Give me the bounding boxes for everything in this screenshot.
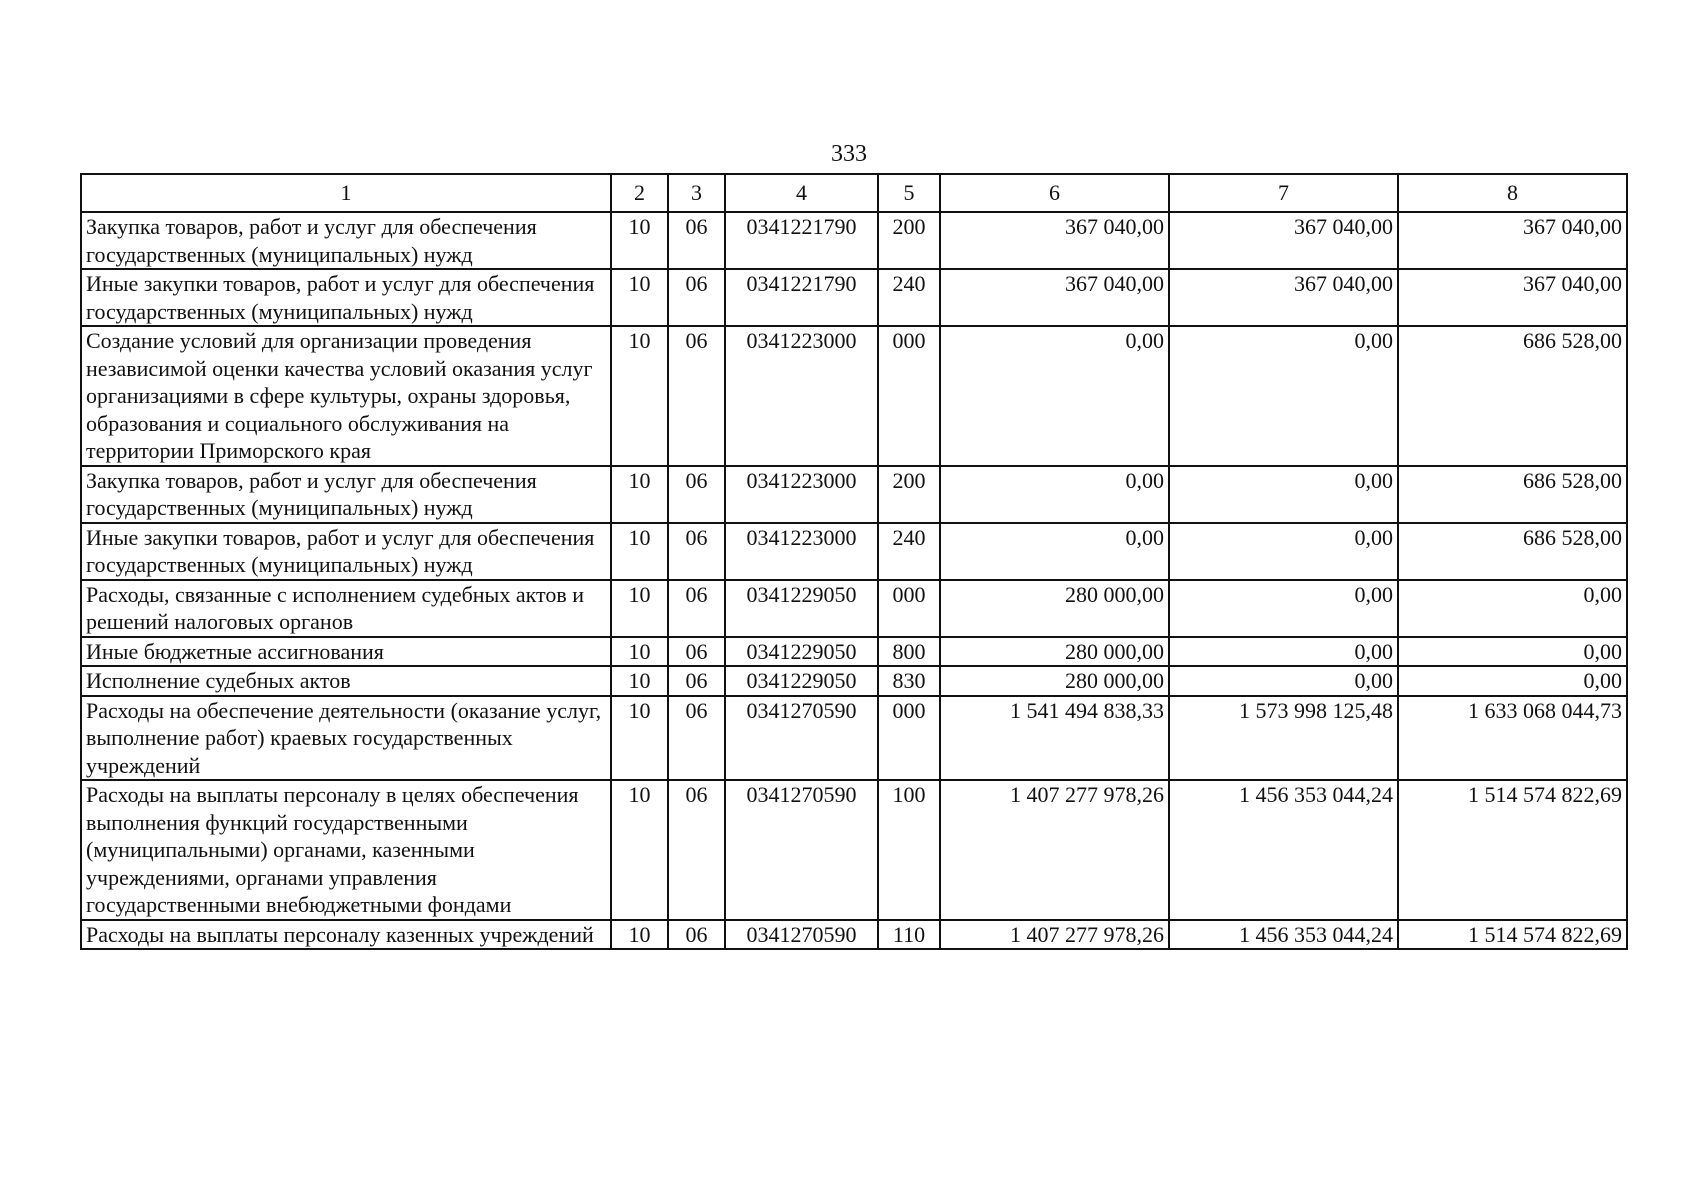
column-header: 6 — [940, 174, 1169, 212]
section-code: 10 — [611, 580, 668, 637]
amount-col-8: 686 528,00 — [1398, 326, 1627, 466]
amount-col-6: 280 000,00 — [940, 580, 1169, 637]
section-code: 10 — [611, 637, 668, 667]
table-row — [81, 637, 1627, 667]
row-title: Закупка товаров, работ и услуг для обеспечения государственных (муниципальных) нужд — [81, 212, 611, 269]
amount-col-8: 686 528,00 — [1398, 523, 1627, 580]
expense-type-code: 200 — [878, 212, 940, 269]
row-title: Расходы на выплаты персоналу в целях обеспечения выполнения функций государственными (муниципальными) органами, казенными учреждениями, органами управления государственными внебюджетными фондами — [81, 780, 611, 920]
amount-col-7: 0,00 — [1169, 580, 1398, 637]
subsection-code: 06 — [668, 212, 725, 269]
expense-type-code: 100 — [878, 780, 940, 920]
target-article-code: 0341229050 — [725, 580, 878, 637]
amount-col-8: 367 040,00 — [1398, 212, 1627, 269]
section-code: 10 — [611, 780, 668, 920]
row-title: Расходы на обеспечение деятельности (оказание услуг, выполнение работ) краевых государственных учреждений — [81, 696, 611, 781]
amount-col-7: 1 456 353 044,24 — [1169, 920, 1398, 950]
table-row — [81, 580, 1627, 637]
amount-col-8: 367 040,00 — [1398, 269, 1627, 326]
amount-col-6: 1 407 277 978,26 — [940, 920, 1169, 950]
expense-type-code: 830 — [878, 666, 940, 696]
target-article-code: 0341223000 — [725, 466, 878, 523]
column-header: 7 — [1169, 174, 1398, 212]
amount-col-6: 0,00 — [940, 466, 1169, 523]
table-row — [81, 666, 1627, 696]
expense-type-code: 110 — [878, 920, 940, 950]
header-row — [81, 174, 1627, 212]
amount-col-8: 1 514 574 822,69 — [1398, 920, 1627, 950]
table-row — [81, 212, 1627, 269]
row-title: Иные закупки товаров, работ и услуг для обеспечения государственных (муниципальных) нужд — [81, 269, 611, 326]
section-code: 10 — [611, 326, 668, 466]
section-code: 10 — [611, 920, 668, 950]
subsection-code: 06 — [668, 637, 725, 667]
budget-table — [80, 173, 1628, 950]
amount-col-8: 0,00 — [1398, 580, 1627, 637]
column-header: 2 — [611, 174, 668, 212]
target-article-code: 0341229050 — [725, 666, 878, 696]
target-article-code: 0341270590 — [725, 696, 878, 781]
target-article-code: 0341223000 — [725, 523, 878, 580]
expense-type-code: 240 — [878, 269, 940, 326]
row-title: Создание условий для организации проведения независимой оценки качества условий оказания услуг организациями в сфере культуры, охраны здоровья, образования и социального обслуживания на территории Приморского края — [81, 326, 611, 466]
amount-col-6: 0,00 — [940, 523, 1169, 580]
subsection-code: 06 — [668, 523, 725, 580]
amount-col-7: 0,00 — [1169, 637, 1398, 667]
amount-col-6: 367 040,00 — [940, 269, 1169, 326]
table-row — [81, 269, 1627, 326]
column-header: 1 — [81, 174, 611, 212]
section-code: 10 — [611, 212, 668, 269]
target-article-code: 0341270590 — [725, 920, 878, 950]
table-row — [81, 920, 1627, 950]
amount-col-6: 280 000,00 — [940, 637, 1169, 667]
subsection-code: 06 — [668, 466, 725, 523]
subsection-code: 06 — [668, 696, 725, 781]
amount-col-7: 1 573 998 125,48 — [1169, 696, 1398, 781]
table-row — [81, 326, 1627, 466]
expense-type-code: 000 — [878, 696, 940, 781]
row-title: Расходы, связанные с исполнением судебных актов и решений налоговых органов — [81, 580, 611, 637]
amount-col-8: 1 633 068 044,73 — [1398, 696, 1627, 781]
subsection-code: 06 — [668, 920, 725, 950]
table-row — [81, 696, 1627, 781]
table-row — [81, 466, 1627, 523]
section-code: 10 — [611, 466, 668, 523]
section-code: 10 — [611, 523, 668, 580]
column-header: 4 — [725, 174, 878, 212]
amount-col-8: 686 528,00 — [1398, 466, 1627, 523]
section-code: 10 — [611, 696, 668, 781]
amount-col-6: 367 040,00 — [940, 212, 1169, 269]
amount-col-8: 1 514 574 822,69 — [1398, 780, 1627, 920]
amount-col-6: 1 541 494 838,33 — [940, 696, 1169, 781]
target-article-code: 0341221790 — [725, 212, 878, 269]
amount-col-7: 0,00 — [1169, 666, 1398, 696]
amount-col-7: 367 040,00 — [1169, 212, 1398, 269]
subsection-code: 06 — [668, 326, 725, 466]
amount-col-8: 0,00 — [1398, 637, 1627, 667]
subsection-code: 06 — [668, 269, 725, 326]
amount-col-8: 0,00 — [1398, 666, 1627, 696]
expense-type-code: 200 — [878, 466, 940, 523]
section-code: 10 — [611, 269, 668, 326]
target-article-code: 0341229050 — [725, 637, 878, 667]
row-title: Расходы на выплаты персоналу казенных учреждений — [81, 920, 611, 950]
target-article-code: 0341221790 — [725, 269, 878, 326]
expense-type-code: 800 — [878, 637, 940, 667]
column-header: 3 — [668, 174, 725, 212]
amount-col-7: 0,00 — [1169, 466, 1398, 523]
section-code: 10 — [611, 666, 668, 696]
expense-type-code: 000 — [878, 580, 940, 637]
amount-col-7: 0,00 — [1169, 523, 1398, 580]
expense-type-code: 240 — [878, 523, 940, 580]
row-title: Исполнение судебных актов — [81, 666, 611, 696]
target-article-code: 0341270590 — [725, 780, 878, 920]
expense-type-code: 000 — [878, 326, 940, 466]
table-row — [81, 780, 1627, 920]
amount-col-7: 367 040,00 — [1169, 269, 1398, 326]
subsection-code: 06 — [668, 666, 725, 696]
row-title: Закупка товаров, работ и услуг для обеспечения государственных (муниципальных) нужд — [81, 466, 611, 523]
subsection-code: 06 — [668, 580, 725, 637]
page-number: 333 — [831, 141, 867, 167]
subsection-code: 06 — [668, 780, 725, 920]
amount-col-6: 280 000,00 — [940, 666, 1169, 696]
table-row — [81, 523, 1627, 580]
row-title: Иные бюджетные ассигнования — [81, 637, 611, 667]
amount-col-7: 0,00 — [1169, 326, 1398, 466]
amount-col-6: 1 407 277 978,26 — [940, 780, 1169, 920]
amount-col-6: 0,00 — [940, 326, 1169, 466]
row-title: Иные закупки товаров, работ и услуг для обеспечения государственных (муниципальных) нужд — [81, 523, 611, 580]
amount-col-7: 1 456 353 044,24 — [1169, 780, 1398, 920]
column-header: 8 — [1398, 174, 1627, 212]
target-article-code: 0341223000 — [725, 326, 878, 466]
column-header: 5 — [878, 174, 940, 212]
